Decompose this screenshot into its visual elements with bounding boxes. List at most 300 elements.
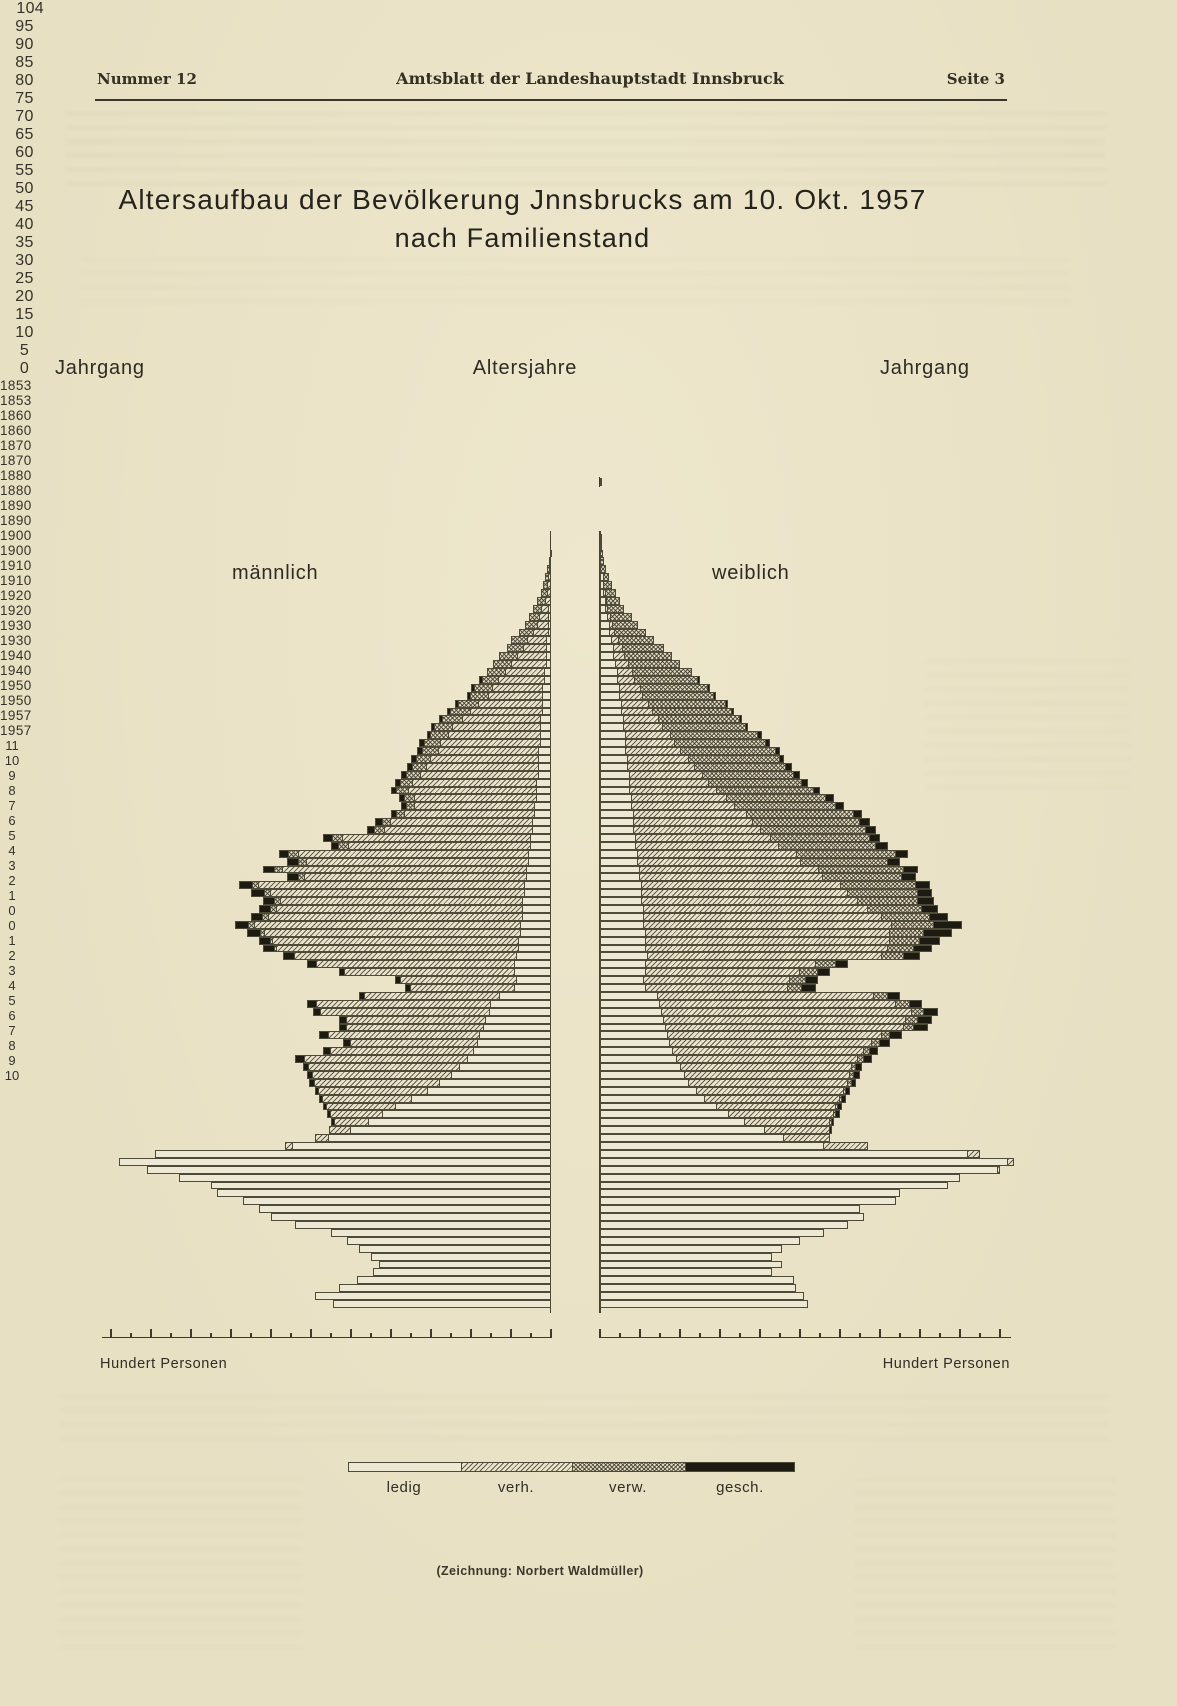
segment-verh (619, 693, 643, 699)
segment-verh (764, 1127, 829, 1133)
segment-gesch (933, 922, 961, 928)
pyramid-bar-female-age-26 (600, 1095, 846, 1103)
segment-gesch (805, 977, 817, 983)
pyramid-bar-female-age-64 (600, 794, 834, 802)
pyramid-bar-female-age-52 (600, 889, 932, 897)
pyramid-bar-female-age-50 (600, 905, 938, 913)
segment-ledig (548, 606, 550, 612)
pyramid-bar-male-age-27 (315, 1087, 551, 1095)
segment-ledig (467, 1056, 550, 1062)
legend-label-ledig: ledig (386, 1479, 422, 1496)
segment-ledig (522, 898, 550, 904)
segment-ledig (601, 1001, 659, 1007)
segment-verh (308, 1064, 459, 1070)
pyramid-bar-female-age-45 (600, 945, 932, 953)
segment-verw (534, 606, 541, 612)
segment-gesch (248, 930, 260, 936)
segment-verw (891, 922, 933, 928)
segment-verh (643, 906, 868, 912)
segment-ledig (601, 1009, 661, 1015)
segment-verh (728, 1111, 833, 1117)
segment-gesch (835, 803, 843, 809)
segment-verh (615, 661, 629, 667)
segment-verw (628, 661, 679, 667)
pyramid-bar-male-age-86 (525, 621, 551, 629)
segment-ledig (601, 946, 645, 952)
x-axis-ticklabel-left-6: 6 (8, 813, 16, 828)
segment-ledig (534, 811, 550, 817)
x-axis-minortick-left (410, 1333, 411, 1339)
segment-gesch (817, 969, 829, 975)
age-label-10: 10 (15, 324, 34, 341)
segment-gesch (280, 851, 288, 857)
segment-gesch (264, 867, 274, 873)
year-label-right-1930: 1930 (0, 633, 32, 648)
segment-verh (298, 851, 528, 857)
pyramid-bar-male-age-20 (285, 1142, 551, 1150)
segment-gesch (901, 874, 915, 880)
x-axis-tick-right-10 (999, 1329, 1000, 1338)
pyramid-bar-male-age-42 (339, 968, 551, 976)
age-label-70: 70 (15, 108, 34, 125)
segment-ledig (601, 1127, 764, 1133)
pyramid-bar-female-age-23 (600, 1118, 834, 1126)
segment-ledig (601, 1246, 781, 1252)
year-label-left-1870: 1870 (0, 438, 32, 453)
segment-ledig (601, 1285, 795, 1291)
segment-verh (684, 1072, 849, 1078)
segment-gesch (913, 1025, 927, 1031)
pyramid-bar-male-age-75 (447, 708, 551, 716)
x-axis-ticklabel-left-11: 11 (5, 738, 19, 753)
segment-verh (629, 788, 716, 794)
pyramid-bar-male-age-73 (431, 723, 551, 731)
pyramid-bar-female-age-80 (600, 668, 692, 676)
segment-ledig (601, 1080, 688, 1086)
age-label-65: 65 (15, 126, 34, 143)
pyramid-bar-male-age-32 (323, 1047, 551, 1055)
age-104-tick (599, 477, 601, 487)
segment-verh (350, 1040, 477, 1046)
pyramid-bar-female-age-83 (600, 644, 664, 652)
segment-ledig (522, 914, 550, 920)
segment-verh (384, 827, 532, 833)
pyramid-bar-male-age-33 (343, 1039, 551, 1047)
pyramid-bar-male-age-74 (439, 715, 551, 723)
segment-verh (627, 756, 688, 762)
segment-verw (520, 630, 533, 636)
segment-ledig (542, 701, 550, 707)
segment-verw (288, 851, 298, 857)
segment-ledig (514, 961, 550, 967)
segment-verw (424, 740, 440, 746)
segment-verw (881, 953, 903, 959)
segment-verh (264, 930, 520, 936)
segment-ledig (601, 653, 613, 659)
segment-ledig (528, 859, 550, 865)
male-side-label: männlich (232, 562, 319, 584)
age-label-30: 30 (15, 252, 34, 269)
segment-gesch (835, 1111, 839, 1117)
segment-ledig (601, 906, 643, 912)
segment-gesch (831, 1119, 833, 1125)
segment-ledig (540, 716, 550, 722)
pyramid-bar-male-age-49 (251, 913, 551, 921)
segment-verw (752, 819, 859, 825)
segment-ledig (542, 693, 550, 699)
pyramid-bar-female-age-48 (600, 921, 962, 929)
segment-ledig (601, 709, 621, 715)
segment-gesch (825, 795, 833, 801)
pyramid-bar-female-age-60 (600, 826, 876, 834)
segment-ledig (530, 843, 550, 849)
pyramid-bar-male-age-77 (467, 692, 551, 700)
segment-gesch (837, 1104, 841, 1110)
segment-ledig (601, 1064, 680, 1070)
segment-ledig (601, 772, 629, 778)
segment-ledig (334, 1301, 550, 1307)
segment-ledig (601, 780, 629, 786)
x-axis-tick-left-6 (310, 1329, 311, 1338)
pyramid-bar-female-age-6 (600, 1253, 772, 1261)
segment-ledig (601, 716, 623, 722)
segment-ledig (601, 993, 657, 999)
pyramid-bar-female-age-5 (600, 1261, 782, 1269)
segment-verh (346, 1025, 483, 1031)
pyramid-bar-female-age-62 (600, 810, 862, 818)
segment-verw (746, 811, 853, 817)
segment-verh (268, 914, 522, 920)
segment-ledig (530, 835, 550, 841)
segment-ledig (332, 1230, 550, 1236)
segment-verw (382, 819, 390, 825)
segment-verw (734, 803, 835, 809)
pyramid-bar-male-age-34 (319, 1031, 551, 1039)
pyramid-bar-female-age-56 (600, 858, 900, 866)
segment-verw (406, 803, 414, 809)
segment-ledig (601, 843, 635, 849)
pyramid-bar-female-age-75 (600, 708, 734, 716)
segment-verw (605, 590, 615, 596)
segment-verw (606, 598, 619, 604)
segment-ledig (538, 764, 550, 770)
pyramid-bar-male-age-12 (259, 1205, 551, 1213)
segment-ledig (427, 1088, 550, 1094)
segment-gesch (913, 946, 931, 952)
segment-verw (799, 969, 817, 975)
x-axis-minortick-left (170, 1333, 171, 1339)
pyramid-bar-male-age-82 (499, 652, 551, 660)
pyramid-bar-female-age-27 (600, 1087, 850, 1095)
segment-verw (400, 780, 412, 786)
segment-ledig (601, 811, 633, 817)
segment-verh (633, 827, 760, 833)
x-axis-minortick-right (899, 1333, 900, 1339)
pyramid-bar-female-age-16 (600, 1174, 960, 1182)
segment-verh (318, 1088, 427, 1094)
pyramid-bar-male-age-7 (359, 1245, 551, 1253)
segment-ledig (514, 985, 550, 991)
year-label-left-1930: 1930 (0, 618, 32, 633)
age-label-0: 0 (19, 360, 30, 377)
axis-unit-right: Hundert Personen (882, 1356, 1010, 1372)
segment-verw (396, 788, 408, 794)
pyramid-bar-female-age-58 (600, 842, 888, 850)
legend-swatch-gesch (685, 1463, 795, 1471)
segment-verh (270, 890, 524, 896)
segment-verh (637, 851, 796, 857)
segment-verh (505, 669, 544, 675)
pyramid-bar-female-age-74 (600, 715, 742, 723)
segment-gesch (731, 709, 733, 715)
segment-ledig (538, 772, 550, 778)
segment-verw (601, 551, 602, 557)
pyramid-bar-male-age-17 (147, 1166, 551, 1174)
segment-ledig (546, 653, 550, 659)
segment-ledig (516, 953, 550, 959)
segment-ledig (540, 732, 550, 738)
segment-verh (320, 1009, 489, 1015)
segment-ledig (601, 622, 609, 628)
segment-verh (617, 677, 635, 683)
segment-verw (632, 669, 691, 675)
age-label-15: 15 (15, 306, 34, 323)
segment-verw (442, 716, 462, 722)
segment-verh (314, 1080, 439, 1086)
segment-verh (643, 977, 790, 983)
segment-verh (414, 795, 536, 801)
segment-verh (688, 1080, 847, 1086)
segment-gesch (917, 898, 933, 904)
year-label-left-1920: 1920 (0, 588, 32, 603)
x-axis-tick-left-10 (150, 1329, 151, 1338)
segment-ledig (601, 961, 645, 967)
segment-verh (633, 811, 746, 817)
segment-gesch (887, 993, 899, 999)
segment-ledig (340, 1285, 550, 1291)
segment-verh (294, 953, 516, 959)
segment-verh (346, 1017, 485, 1023)
segment-verw (406, 772, 420, 778)
segment-ledig (538, 756, 550, 762)
pyramid-bar-female-age-42 (600, 968, 830, 976)
segment-ledig (516, 977, 550, 983)
x-axis-minortick-left (450, 1333, 451, 1339)
segment-verw (847, 890, 917, 896)
age-label-80: 80 (15, 72, 34, 89)
year-label-left-1910: 1910 (0, 558, 32, 573)
segment-ledig (601, 835, 635, 841)
column-header-jahrgang-right: Jahrgang (880, 357, 970, 379)
segment-verw (822, 874, 902, 880)
segment-verh (276, 906, 522, 912)
pyramid-bar-female-age-54 (600, 873, 916, 881)
segment-verw (601, 558, 603, 564)
x-axis-ticklabel-left-3: 3 (8, 858, 16, 873)
segment-verh (306, 859, 528, 865)
segment-ledig (601, 969, 645, 975)
pyramid-bar-male-age-0 (333, 1300, 551, 1308)
segment-ledig (601, 977, 643, 983)
x-axis-ticklabel-right-3: 3 (8, 963, 16, 978)
segment-verw (818, 867, 903, 873)
segment-gesch (288, 859, 298, 865)
x-axis-ticklabel-right-2: 2 (8, 948, 16, 963)
pyramid-bar-female-age-25 (600, 1103, 842, 1111)
segment-verw (789, 977, 805, 983)
segment-ledig (534, 803, 550, 809)
segment-verw (694, 764, 785, 770)
year-label-right-1910: 1910 (0, 573, 32, 588)
x-axis-minortick-right (819, 1333, 820, 1339)
segment-verw (911, 1009, 923, 1015)
segment-verw (396, 811, 404, 817)
segment-verw (873, 993, 887, 999)
segment-ledig (522, 906, 550, 912)
x-axis-tick-right-4 (759, 1329, 760, 1338)
segment-verw (607, 606, 623, 612)
segment-verh (672, 1048, 863, 1054)
x-axis-tick-right-9 (959, 1329, 960, 1338)
segment-verw (840, 882, 916, 888)
segment-gesch (296, 1056, 304, 1062)
segment-verh (665, 1025, 904, 1031)
segment-verw (450, 709, 470, 715)
segment-ledig (601, 1254, 771, 1260)
pyramid-bar-female-age-96 (600, 542, 602, 550)
segment-verh (643, 922, 892, 928)
pyramid-bar-male-age-2 (339, 1284, 551, 1292)
segment-verh (645, 930, 890, 936)
segment-gesch (875, 843, 887, 849)
segment-verh (330, 1111, 382, 1117)
pyramid-bar-female-age-55 (600, 866, 918, 874)
pyramid-bar-male-age-61 (375, 818, 551, 826)
pyramid-bar-male-age-79 (479, 676, 551, 684)
segment-verh (276, 946, 518, 952)
pyramid-bar-female-age-17 (600, 1166, 1000, 1174)
segment-ledig (546, 645, 550, 651)
segment-verw (674, 740, 765, 746)
segment-ledig (548, 614, 550, 620)
segment-ledig (601, 874, 639, 880)
pyramid-bar-female-age-46 (600, 937, 940, 945)
age-label-20: 20 (15, 288, 34, 305)
segment-gesch (919, 938, 939, 944)
segment-ledig (601, 685, 619, 691)
pyramid-bar-male-age-30 (303, 1063, 551, 1071)
age-label-5: 5 (19, 342, 30, 359)
year-label-right-1860: 1860 (0, 423, 32, 438)
pyramid-bar-male-age-28 (309, 1079, 551, 1087)
pyramid-bar-male-age-69 (411, 755, 551, 763)
segment-gesch (284, 953, 294, 959)
segment-verh (613, 645, 623, 651)
x-axis-minortick-left (210, 1333, 211, 1339)
segment-verh (641, 898, 858, 904)
pyramid-bar-female-age-104 (600, 478, 602, 486)
x-axis-ticklabel-right-8: 8 (8, 1038, 16, 1053)
age-label-40: 40 (15, 216, 34, 233)
segment-verh (704, 1096, 839, 1102)
pyramid-bar-male-age-59 (323, 834, 551, 842)
pyramid-bar-male-age-31 (295, 1055, 551, 1063)
segment-verw (652, 709, 731, 715)
segment-gesch (320, 1032, 328, 1038)
pyramid-bar-female-age-22 (600, 1126, 832, 1134)
pyramid-bar-male-age-93 (547, 565, 551, 573)
x-axis-ticklabel-right-9: 9 (8, 1053, 16, 1068)
segment-verh (348, 843, 530, 849)
segment-verw (482, 677, 498, 683)
segment-verh (258, 882, 524, 888)
year-label-left-1940: 1940 (0, 648, 32, 663)
segment-ledig (148, 1167, 550, 1173)
segment-ledig (601, 859, 637, 865)
x-axis-tick-left-11 (110, 1329, 111, 1338)
pyramid-bar-female-age-57 (600, 850, 908, 858)
pyramid-bar-male-age-67 (401, 771, 551, 779)
segment-verw (778, 843, 875, 849)
segment-ledig (272, 1214, 550, 1220)
segment-verw (871, 1040, 879, 1046)
x-axis-minortick-right (619, 1333, 620, 1339)
pyramid-bar-female-age-28 (600, 1079, 856, 1087)
pyramid-bar-female-age-97 (600, 534, 602, 542)
segment-verh (621, 709, 653, 715)
segment-ledig (360, 1246, 550, 1252)
segment-ledig (601, 1104, 716, 1110)
pyramid-bar-male-age-29 (307, 1071, 551, 1079)
pyramid-bar-female-age-44 (600, 952, 920, 960)
x-axis-ticklabel-left-9: 9 (8, 768, 16, 783)
segment-verh (623, 724, 662, 730)
segment-gesch (308, 1001, 316, 1007)
x-axis-minortick-left (290, 1333, 291, 1339)
x-axis-minortick-right (659, 1333, 660, 1339)
segment-ledig (601, 1032, 667, 1038)
segment-verh (408, 788, 536, 794)
segment-ledig (601, 1222, 847, 1228)
pyramid-bar-female-age-41 (600, 976, 818, 984)
segment-ledig (601, 630, 609, 636)
segment-ledig (499, 993, 550, 999)
pyramid-bar-male-age-21 (315, 1134, 551, 1142)
segment-verh (470, 709, 543, 715)
year-label-right-1900: 1900 (0, 543, 32, 558)
pyramid-bar-male-age-84 (511, 636, 551, 644)
year-label-right-1853: 1853 (0, 393, 32, 408)
pyramid-bar-female-age-34 (600, 1031, 902, 1039)
segment-verh (967, 1151, 979, 1157)
pyramid-bar-male-age-6 (371, 1253, 551, 1261)
segment-gesch (775, 748, 779, 754)
segment-ledig (601, 748, 625, 754)
x-axis-ticklabel-right-5: 5 (8, 993, 16, 1008)
segment-ledig (601, 890, 641, 896)
segment-verh (613, 653, 625, 659)
year-label-left-1860: 1860 (0, 408, 32, 423)
segment-ledig (260, 1206, 550, 1212)
segment-verh (304, 1056, 467, 1062)
pyramid-bar-female-age-68 (600, 763, 792, 771)
x-axis-tick-right-5 (799, 1329, 800, 1338)
segment-verw (903, 1025, 913, 1031)
segment-verw (708, 780, 801, 786)
pyramid-bar-male-age-18 (119, 1158, 551, 1166)
pyramid-bar-male-age-38 (307, 1000, 551, 1008)
age-label-55: 55 (15, 162, 34, 179)
